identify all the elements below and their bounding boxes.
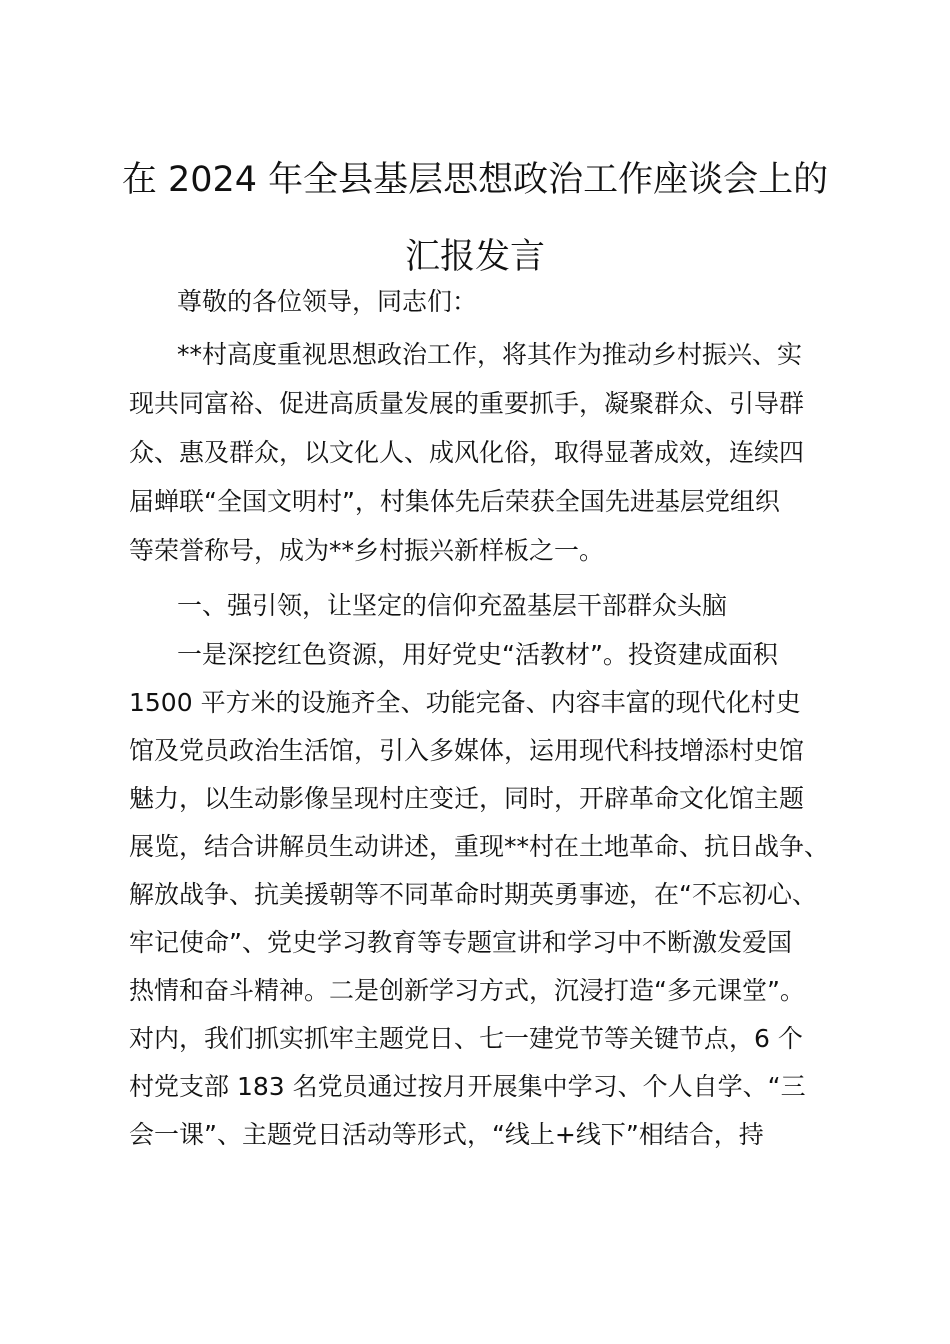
document-title-line-1: 在 2024 年全县基层思想政治工作座谈会上的 [121,160,829,200]
paragraph-line: 对内，我们抓实抓牢主题党日、七一建党节等关键节点，6 个 [129,1024,803,1053]
paragraph-line: 牢记使命”、党史学习教育等专题宣讲和学习中不断激发爱国 [129,928,792,957]
paragraph-line: 一是深挖红色资源，用好党史“活教材”。投资建成面积 [177,640,778,669]
paragraph-line: 解放战争、抗美援朝等不同革命时期英勇事迹，在“不忘初心、 [129,880,817,909]
paragraph-line: 届蝉联“全国文明村”，村集体先后荣获全国先进基层党组织 [129,487,780,516]
paragraph-line: 馆及党员政治生活馆，引入多媒体，运用现代科技增添村史馆 [129,736,805,765]
paragraph-line: 热情和奋斗精神。二是创新学习方式，沉浸打造“多元课堂”。 [129,976,805,1005]
paragraph-line: 等荣誉称号，成为**乡村振兴新样板之一。 [129,536,605,565]
section-heading: 一、强引领，让坚定的信仰充盈基层干部群众头脑 [177,591,728,620]
paragraph-line: 展览，结合讲解员生动讲述，重现**村在土地革命、抗日战争、 [129,832,830,861]
paragraph-line: 会一课”、主题党日活动等形式，“线上+线下”相结合，持 [129,1120,764,1149]
paragraph-line: 众、惠及群众，以文化人、成风化俗，取得显著成效，连续四 [129,438,805,467]
document-title-line-2: 汇报发言 [404,237,545,277]
paragraph-line: **村高度重视思想政治工作，将其作为推动乡村振兴、实 [177,340,803,369]
paragraph-line: 村党支部 183 名党员通过按月开展集中学习、个人自学、“三 [129,1072,806,1101]
paragraph-line: 魅力，以生动影像呈现村庄变迁，同时，开辟革命文化馆主题 [129,784,805,813]
salutation: 尊敬的各位领导，同志们： [177,287,478,316]
paragraph-line: 现共同富裕、促进高质量发展的重要抓手，凝聚群众、引导群 [129,389,805,418]
paragraph-line: 1500 平方米的设施齐全、功能完备、内容丰富的现代化村史 [129,688,801,717]
